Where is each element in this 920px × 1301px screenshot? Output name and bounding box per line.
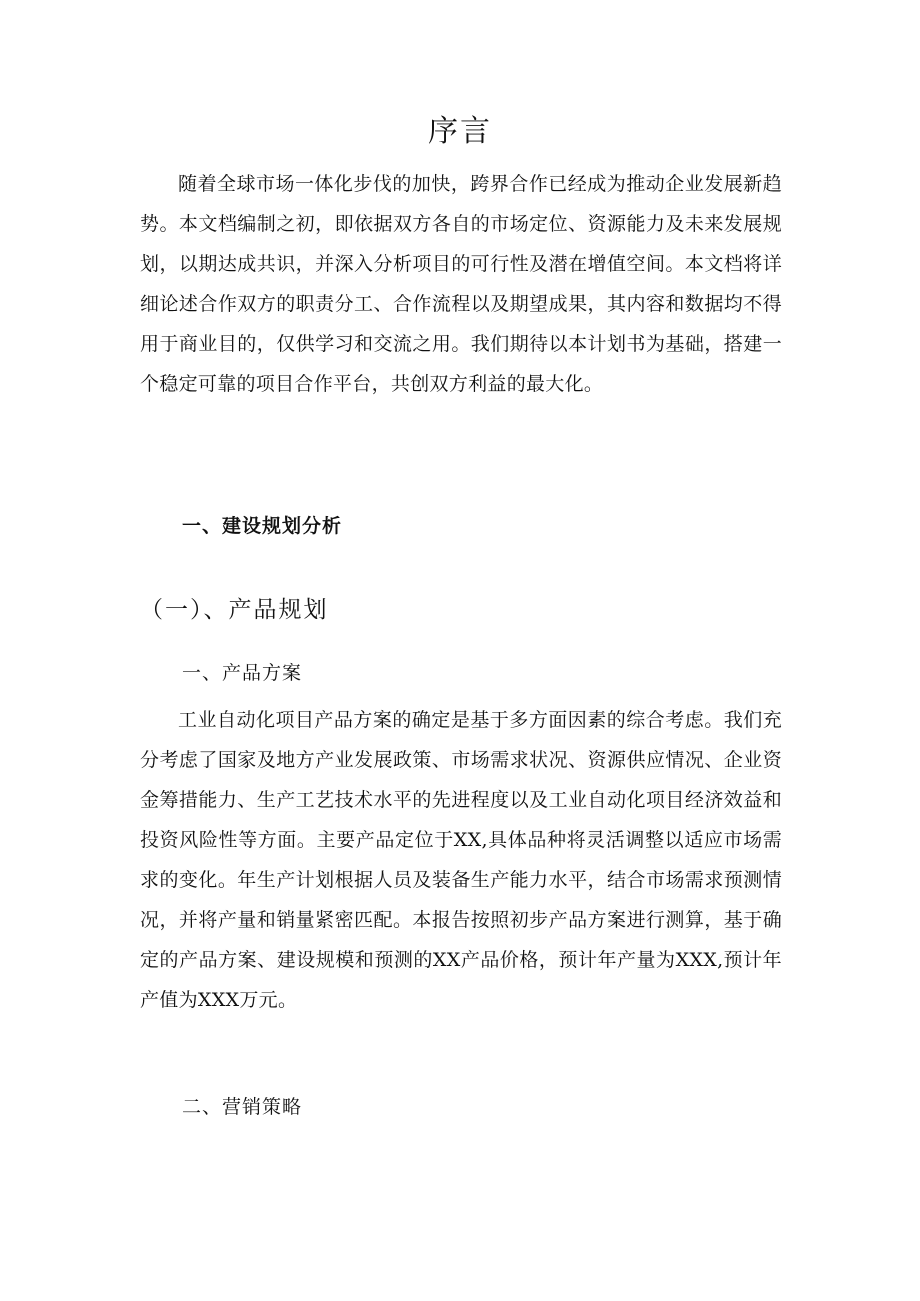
product-plan-paragraph: 工业自动化项目产品方案的确定是基于多方面因素的综合考虑。我们充分考虑了国家及地方产业发展政策、市场需求状况、资源供应情况、企业资金筹措能力、生产工艺技术水平的先进程度以及工业自动化项目经济效益和投资风险性等方面。主要产品定位于XX,具体品种将灵活调整以适应市场需求的变化。年生产计划根据人员及装备生产能力水平，结合市场需求预测情况，并将产量和销量紧密匹配。本报告按照初步产品方案进行测算，基于确定的产品方案、建设规模和预测的XX产品价格，预计年产量为XXX,预计年产值为XXX万元。 [140,709,782,1011]
subsection-heading-product-planning: （一）、产品规划 [140,597,329,623]
page-title: 序言 [428,114,492,149]
item-heading-marketing-strategy: 二、营销策略 [182,1096,303,1118]
preface-paragraph: 随着全球市场一体化步伐的加快，跨界合作已经成为推动企业发展新趋势。本文档编制之初，即依据双方各自的市场定位、资源能力及未来发展规划，以期达成共识，并深入分析项目的可行性及潜在增值空间。本文档将详细论述合作双方的职责分工、合作流程以及期望成果，其内容和数据均不得用于商业目的，仅供学习和交流之用。我们期待以本计划书为基础，搭建一个稳定可靠的项目合作平台，共创双方利益的最大化。 [140,173,782,395]
item-heading-product-plan: 一、产品方案 [182,662,303,684]
section-heading-construction-planning: 一、建设规划分析 [182,515,343,537]
